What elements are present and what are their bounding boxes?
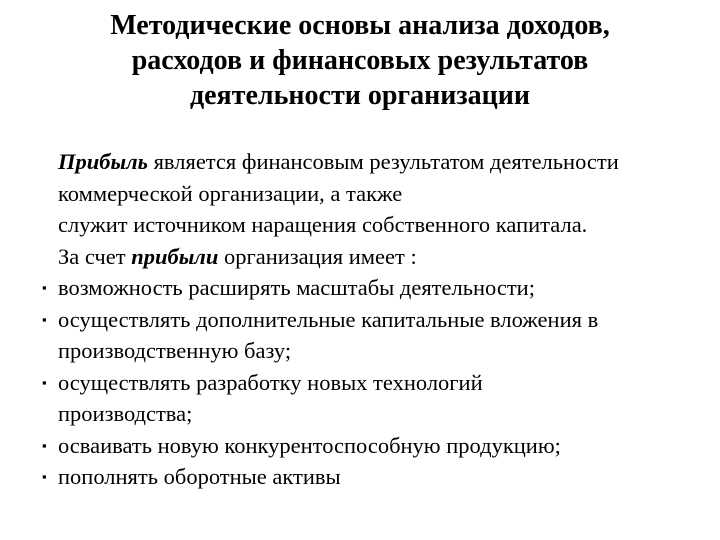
square-bullet-icon: ▪ (42, 469, 47, 484)
bullet-text: осуществлять разработку новых технологий (58, 369, 483, 395)
slide-title (40, 8, 680, 113)
square-bullet-icon: ▪ (42, 374, 47, 390)
bullet-item (42, 461, 702, 493)
intro-line-4-end: организация имеет : (218, 243, 417, 269)
bullet-item (42, 272, 702, 304)
bullet-item (42, 304, 702, 336)
bullet-text-continuation: производственную базу; (58, 338, 292, 363)
title-line-2: расходов и финансовых результатов (131, 45, 589, 76)
bullet-text: осуществлять дополнительные капитальные вложения в (58, 306, 599, 332)
title-line-1: Методические основы анализа доходов, (110, 10, 610, 41)
intro-line-1-text: является финансовым результатом деятельности (147, 149, 619, 174)
intro-line-2: коммерческой организации, а также (58, 180, 403, 206)
intro-line-4 (42, 241, 702, 273)
intro-line-4-start: За счет (58, 243, 132, 269)
intro-line-1 (42, 146, 702, 178)
square-bullet-icon: ▪ (42, 280, 47, 295)
bullet-text: возможность расширять масштабы деятельности; (58, 275, 535, 300)
slide-body (42, 146, 702, 493)
square-bullet-icon: ▪ (42, 311, 47, 327)
profit-term: Прибыль (58, 149, 148, 174)
bullet-item (42, 367, 702, 399)
square-bullet-icon: ▪ (42, 437, 47, 453)
bullet-text-continuation: производства; (58, 401, 193, 426)
bullet-text: пополнять оборотные активы (58, 464, 341, 489)
bullet-text: осваивать новую конкурентоспособную продукцию; (58, 432, 561, 458)
intro-line-3: служит источником наращения собственного капитала. (58, 212, 588, 237)
title-line-3: деятельности организации (189, 80, 531, 111)
bullet-item (42, 430, 702, 462)
profit-term-2: прибыли (131, 243, 219, 269)
